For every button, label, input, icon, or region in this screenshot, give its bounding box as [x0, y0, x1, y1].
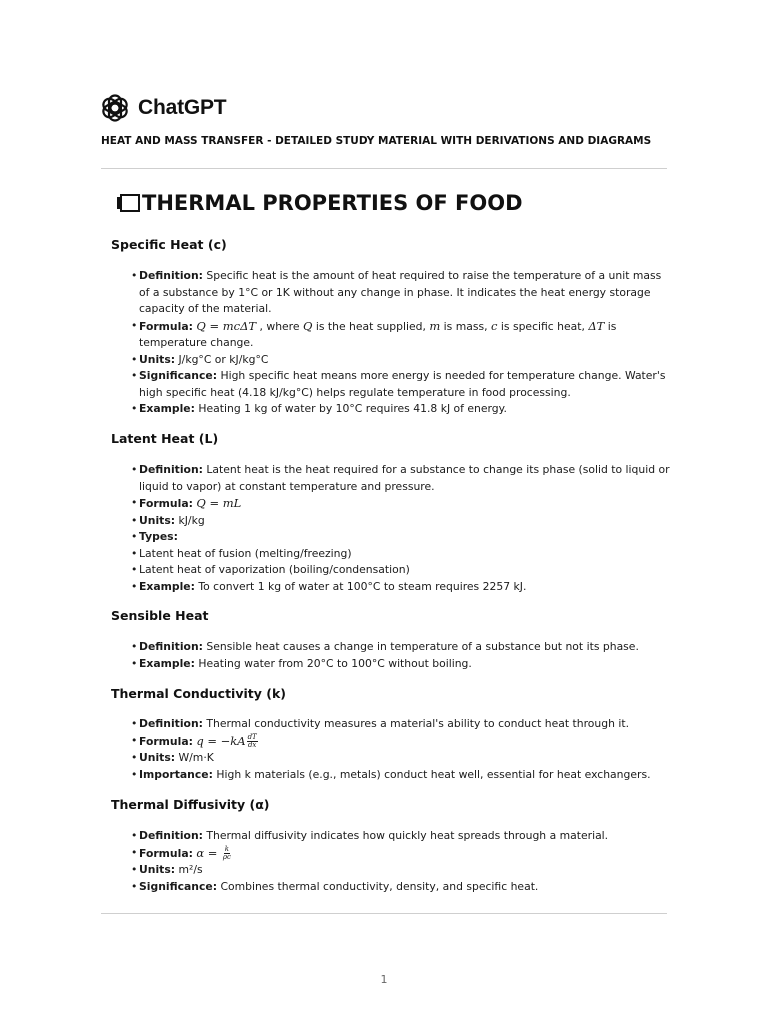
list-item: • Latent heat of vaporization (boiling/condensation) — [131, 562, 671, 579]
list-item: • Units: m²/s — [131, 862, 671, 879]
section-title-text: THERMAL PROPERTIES OF FOOD — [142, 191, 523, 215]
box-glyph-icon — [120, 194, 140, 212]
document-title: HEAT AND MASS TRANSFER - DETAILED STUDY MATERIAL WITH DERIVATIONS AND DIAGRAMS — [101, 135, 652, 147]
list-item: • Significance: High specific heat means more energy is needed for temperature change. Water's high specific heat (4.18 kJ/kg°C) helps regulate temperature in food processing. — [131, 368, 671, 401]
fraction: $\frac{dT}{dx}$ — [247, 733, 257, 749]
list-item: • Definition: Latent heat is the heat required for a substance to change its phase (solid to liquid or liquid to vapor) at constant temperature and pressure. — [131, 462, 671, 495]
thermal-diffusivity-list — [131, 828, 671, 895]
heading-latent-heat: Latent Heat (L) — [111, 431, 219, 446]
formula: Q = mL — [196, 496, 242, 510]
list-item: • Formula: Q = mL — [131, 495, 671, 513]
brand-name: ChatGPT — [138, 96, 227, 119]
formula: q = −kA — [196, 733, 246, 748]
heading-thermal-diffusivity: Thermal Diffusivity (α) — [111, 797, 270, 812]
fraction: $\frac{k}{\rho c}$ — [222, 845, 231, 861]
sensible-heat-list — [131, 639, 671, 672]
heading-sensible-heat: Sensible Heat — [111, 608, 209, 623]
list-item: • Latent heat of fusion (melting/freezing) — [131, 546, 671, 563]
heading-thermal-conductivity: Thermal Conductivity (k) — [111, 686, 286, 701]
list-item: • Example: Heating water from 20°C to 100°C without boiling. — [131, 656, 671, 673]
heading-specific-heat: Specific Heat (c) — [111, 237, 227, 252]
list-item: • Example: Heating 1 kg of water by 10°C requires 41.8 kJ of energy. — [131, 401, 671, 418]
list-item: • Importance: High k materials (e.g., metals) conduct heat well, essential for heat exchangers. — [131, 767, 671, 784]
list-item: • Definition: Sensible heat causes a change in temperature of a substance but not its phase. — [131, 639, 671, 656]
brand-header — [100, 93, 226, 123]
list-item: • Example: To convert 1 kg of water at 100°C to steam requires 2257 kJ. — [131, 579, 671, 596]
latent-heat-list — [131, 462, 671, 595]
list-item: • Formula: q = −kA $\frac{dT}{dx}$ — [131, 733, 671, 751]
thermal-conductivity-list — [131, 716, 671, 783]
top-divider — [101, 168, 667, 169]
section-title — [120, 191, 523, 215]
list-item: • Types: — [131, 529, 671, 546]
page-number: 1 — [380, 973, 388, 986]
list-item: • Units: J/kg°C or kJ/kg°C — [131, 352, 671, 369]
list-item: • Definition: Specific heat is the amount of heat required to raise the temperature of a unit mass of a substance by 1°C or 1K without any change in phase. It indicates the heat energy storage capacity of the material. — [131, 268, 671, 318]
list-item: • Formula: α = $\frac{k}{\rho c}$ — [131, 845, 671, 863]
openai-knot-icon — [100, 93, 130, 123]
list-item: • Definition: Thermal diffusivity indicates how quickly heat spreads through a material. — [131, 828, 671, 845]
formula: α = — [196, 845, 218, 860]
formula: Q = mcΔT — [196, 318, 257, 333]
bottom-divider — [101, 913, 667, 914]
list-item: • Definition: Thermal conductivity measures a material's ability to conduct heat through it. — [131, 716, 671, 733]
list-item: • Units: kJ/kg — [131, 513, 671, 530]
list-item: • Formula: Q = mcΔT , where Q is the heat supplied, m is mass, c is specific heat, ΔT is temperature change. — [131, 318, 671, 352]
specific-heat-list — [131, 268, 671, 418]
list-item: • Significance: Combines thermal conductivity, density, and specific heat. — [131, 879, 671, 896]
list-item: • Units: W/m·K — [131, 750, 671, 767]
